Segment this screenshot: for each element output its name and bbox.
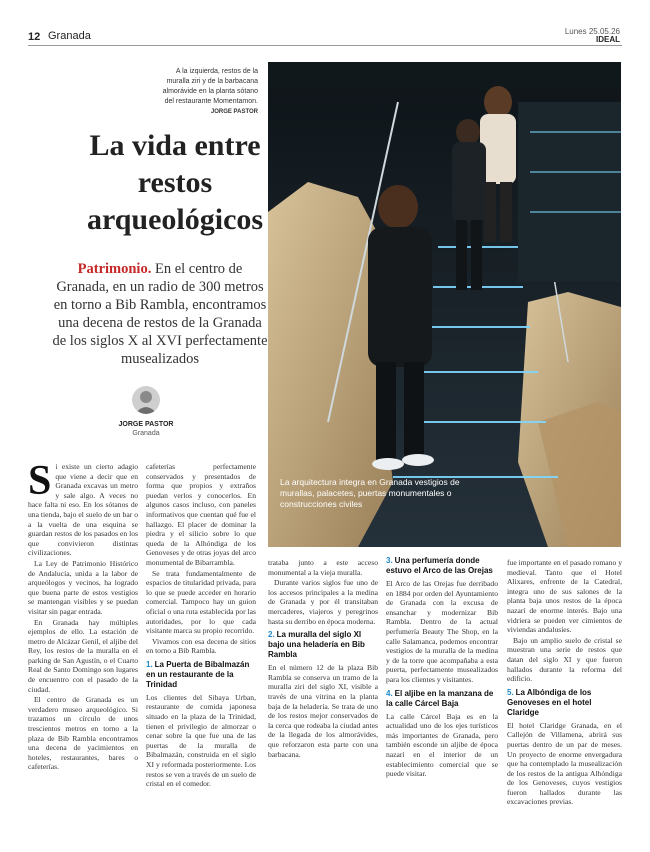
body-paragraph: En Granada hay múltiples ejemplos de ello. La estación de metro de Alcázar Genil, el aljibe del Rey, los restos de la muralla en el parking de San Agustín, o el Cuarto Real de Santo Domingo son lugares de encuentro con el pasado de la ciudad. [28,617,138,694]
body-paragraph: Durante varios siglos fue uno de los accesos principales a la medina de Granada y por él transitaban mercaderes, viajeros y peregrinos hasta su derribo en época moderna. [268,578,378,626]
author-city: Granada [132,430,160,437]
body-paragraph: El Arco de las Orejas fue derribado en 1884 por orden del Ayuntamiento de Granada con la excusa de ensanchar y modernizar Bib Rambla. Dentro de la actual perfumería Beauty The Shop, en la calle Salamanca, podemos encontrar vestigios de la muralla de la medina y de la torre que acompañaba a esta puerta, perfectamente musealizados para los clientes y visitantes. [386,579,498,684]
photo-stairs-illustration [268,62,621,547]
section-heading: 1. La Puerta de Bibalmazán en un restaurante de la Trinidad [146,659,250,689]
body-paragraph: El hotel Claridge Granada, en el Callejón de Villamena, abrirá sus puertas dentro de un par de meses. Un proyecto de enorme envergadura que ha contemplado la musealización de los restos de la antigua Alhóndiga de los Genoveses, cuyos vestigios fueron hallados durante las excavaciones previas. [507,720,622,807]
section-heading: 3. Una perfumería donde estuvo el Arco de las Orejas [386,556,493,575]
body-paragraph: Vivamos con esa decena de sitios en torno a Bib Rambla. [146,636,256,656]
body-paragraph: fue importante en el pasado romano y medieval. Tanto que el Hotel Alixares, enfrente de la Catedral, integra uno de sus salones de la planta baja unos restos de la época nazarí de enorme interés. Bajo una vidriera se pueden ver cimientos de viviendas andalusíes. [507,558,622,635]
photo-caption-top [155,67,258,117]
author-avatar [132,386,160,414]
body-column-3 [268,558,378,760]
body-paragraph: La calle Cárcel Baja es en la actualidad uno de los ejes turísticos más importantes de Granada, pero también esconde un aljibe de época nazarí en el interior de un establecimiento comercial que se puede visitar. [386,711,498,779]
headline: La vida entre restos arqueológicos [86,129,264,236]
body-column-2 [146,462,256,790]
person-icon [132,386,160,414]
body-paragraph: Se trata fundamentalmente de espacios de titularidad privada, para lo que se puede acceder en horario comercial. Tampoco hay un guion oficial o una ruta establecida por las autoridades, por lo que cada visitante marca su propio recorrido. [146,568,256,636]
body-column-4 [386,552,498,780]
section-heading: 5. La Albóndiga de los Genoveses en el hotel Claridge [507,687,592,717]
deck-kicker: Patrimonio. [77,261,152,277]
photo-caption: La arquitectura integra en Granada vestigios de murallas, palacetes, puertas monumentales o construcciones civiles [280,477,460,509]
author-name: JORGE PASTOR [118,421,174,428]
section-heading: 2. La muralla del siglo XI bajo una heladería en Bib Rambla [268,630,365,660]
issue-date: Lunes 25.05.26 [564,27,620,36]
page-number: 12 [28,31,41,43]
body-paragraph: Los clientes del Sibaya Urban, restaurante de comida japonesa situado en la plaza de la Trinidad, tienen el privilegio de almorzar o cenar sobre la que fue una de las puertas de la muralla de Bibalmazán, construida en el siglo XI y reformada posteriormente. Los restos se ven a través de un suelo de cristal en el comedor. [146,692,256,789]
photo-credit: JORGE PASTOR [210,109,258,115]
body-column-1 [28,458,138,773]
body-paragraph: Si existe un cierto adagio que viene a decir que en Granada excavas un metro y sale algo. A veces no hace falta ni eso. En los sótanos de una tienda, bajo el suelo de un bar o a la vuelta de una esquina se guardan restos de los pasados en los que convivieron distintas civilizaciones. [28,458,138,558]
body-paragraph: La Ley de Patrimonio Histórico de Andalucía, unida a la labor de arqueólogos y vecinos, ha logrado que buena parte de estos vestigios se mantengan visibles y se puedan visitar sin pagar entrada. [28,558,138,616]
body-paragraph: En el número 12 de la plaza Bib Rambla se conserva un tramo de la muralla ziri del siglo XI, visible a través de una vitrina en la planta baja de la heladería. Se trata de uno de los restos mejor conservados de la cerca que rodeaba la ciudad antes de la llegada de los almorávides, que reforzaron esta parte con una barbacana. [268,663,378,759]
photo-caption-top-text: A la izquierda, restos de la muralla ziri y de la barbacana almorávide en la planta sótano del restaurante Momentamon. [162,68,258,105]
dropcap: S [28,458,52,504]
page-header [28,27,622,46]
main-photo [268,62,621,547]
body-paragraph: cafeterías perfectamente conservados y presentados de forma que propios y extraños puedan verlos y conocerlos. En algunos casos incluso, con paneles informativos que cuentan qué fue el hallazgo. El placer de dominar la piedra y el silicio sobre lo que queda de la Alhóndiga de los Genoveses y de otras joyas del arco monumental de Bibarrambla. [146,462,256,567]
section-name: Granada [48,30,91,42]
section-heading: 4. El aljibe en la manzana de la calle Cárcel Baja [386,688,494,708]
body-column-5 [507,558,622,808]
body-paragraph: trataba junto a este acceso monumental a la vieja muralla. [268,558,378,577]
deck [52,260,268,368]
body-paragraph: Bajo un amplio suelo de cristal se muestran una serie de restos que datan del siglo XI y que fueron hallados durante la reforma del edificio. [507,635,622,684]
publication-name: IDEAL [596,35,620,44]
deck-text: En el centro de Granada, en un radio de 300 metros en torno a Bib Rambla, encontramos una decena de restos de la Granada de los siglos X al XVI perfectamente musealizados [52,261,268,367]
body-paragraph: El centro de Granada es un verdadero museo arqueológico. Si trazamos un círculo de unos trescientos metros en torno a la plaza de Bib Rambla encontramos una decena de yacimientos en hoteles, restaurantes, bares o cafeterías. [28,695,138,772]
